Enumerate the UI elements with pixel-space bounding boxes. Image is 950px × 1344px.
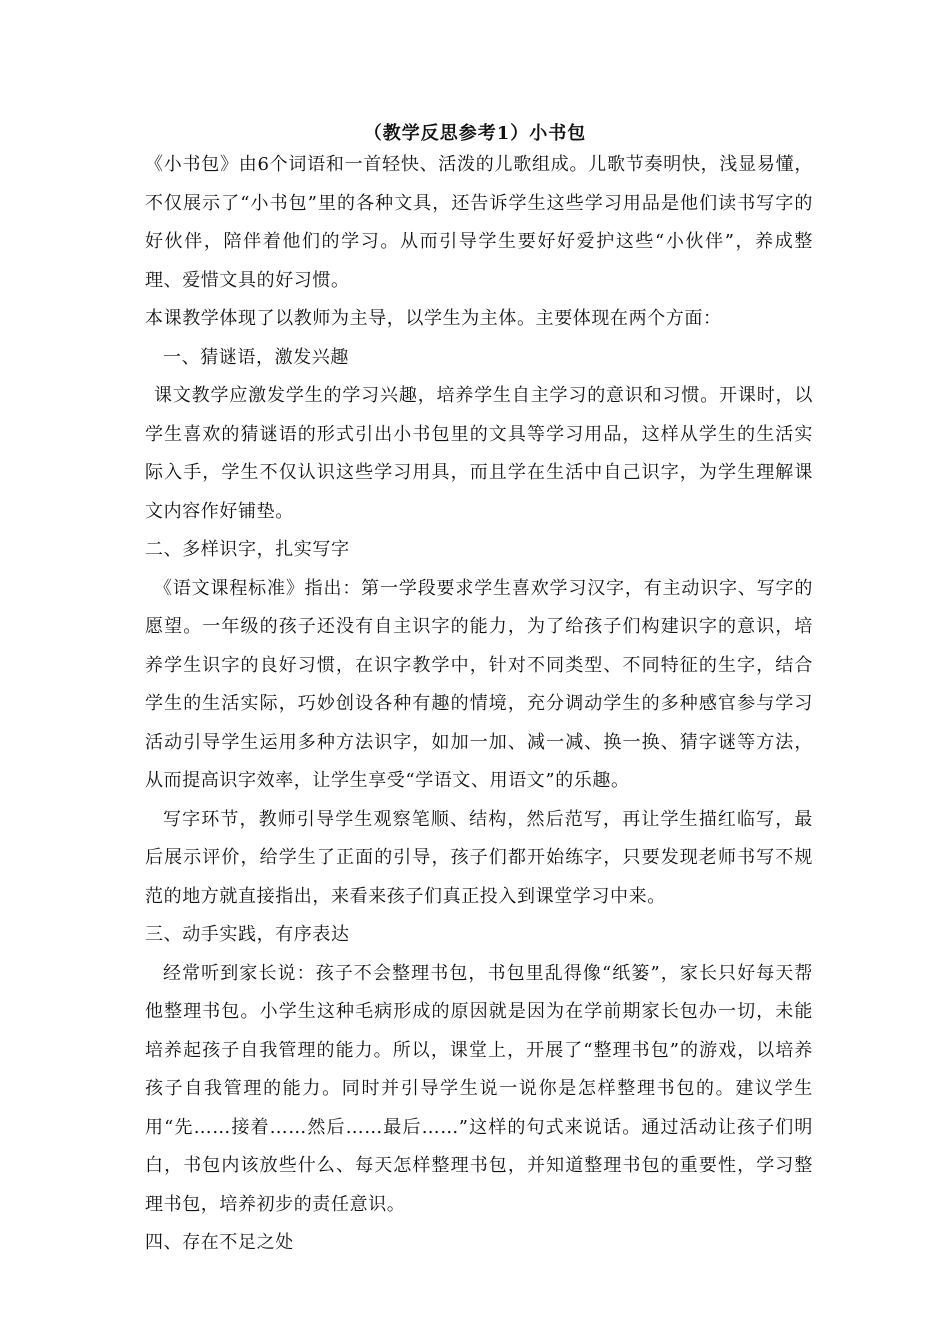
- summary-paragraph: 本课教学体现了以教师为主导，以学生为主体。主要体现在两个方面：: [145, 308, 722, 329]
- section-heading-4: 四、存在不足之处: [145, 1232, 294, 1253]
- document-body: [145, 146, 813, 1263]
- document-title: （教学反思参考1）小书包: [363, 123, 587, 144]
- section-heading-1: 一、猜谜语，激发兴趣: [163, 346, 349, 368]
- section-heading-2: 二、多样识字，扎实写字: [145, 539, 350, 560]
- section-heading-3: 三、动手实践，有序表达: [145, 924, 350, 945]
- section-2-paragraph-2: 写字环节，教师引导学生观察笔顺、结构，然后范写，再让学生描红临写，最后展示评价，给学生了正面的引导，孩子们都开始练字，只要发现老师书写不规范的地方就直接指出，来看来孩子们真正投入到课堂学习中来。: [145, 808, 813, 907]
- section-1-paragraph: 课文教学应激发学生的学习兴趣，培养学生自主学习的意识和习惯。开课时，以学生喜欢的猜谜语的形式引出小书包里的文具等学习用品，这样从学生的生活实际入手，学生不仅认识这些学习用具，而且学在生活中自己识字，为学生理解课文内容作好铺垫。: [145, 385, 813, 522]
- section-3-paragraph: 经常听到家长说：孩子不会整理书包，书包里乱得像“纸篓”，家长只好每天帮他整理书包。小学生这种毛病形成的原因就是因为在学前期家长包办一切，未能培养起孩子自我管理的能力。所以，课堂上，开展了“整理书包”的游戏，以培养孩子自我管理的能力。同时并引导学生说一说你是怎样整理书包的。建议学生用“先……接着……然后……最后……”这样的句式来说话。通过活动让孩子们明白，书包内该放些什么、每天怎样整理书包，并知道整理书包的重要性，学习整理书包，培养初步的责任意识。: [145, 962, 813, 1215]
- section-2-paragraph-1: 《语文课程标准》指出：第一学段要求学生喜欢学习汉字，有主动识字、写字的愿望。一年级的孩子还没有自主识字的能力，为了给孩子们构建识字的意识，培养学生识字的良好习惯，在识字教学中，针对不同类型、不同特征的生字，结合学生的生活实际，巧妙创设各种有趣的情境，充分调动学生的多种感官参与学习活动引导学生运用多种方法识字，如加一加、减一减、换一换、猜字谜等方法，从而提高识字效率，让学生享受“学语文、用语文”的乐趣。: [145, 577, 813, 791]
- intro-paragraph: 《小书包》由6个词语和一首轻快、活泼的儿歌组成。儿歌节奏明快，浅显易懂，不仅展示了“小书包”里的各种文具，还告诉学生这些学习用品是他们读书写字的好伙伴，陪伴着他们的学习。从而引导学生要好好爱护这些“小伙伴”，养成整理、爱惜文具的好习惯。: [145, 154, 813, 291]
